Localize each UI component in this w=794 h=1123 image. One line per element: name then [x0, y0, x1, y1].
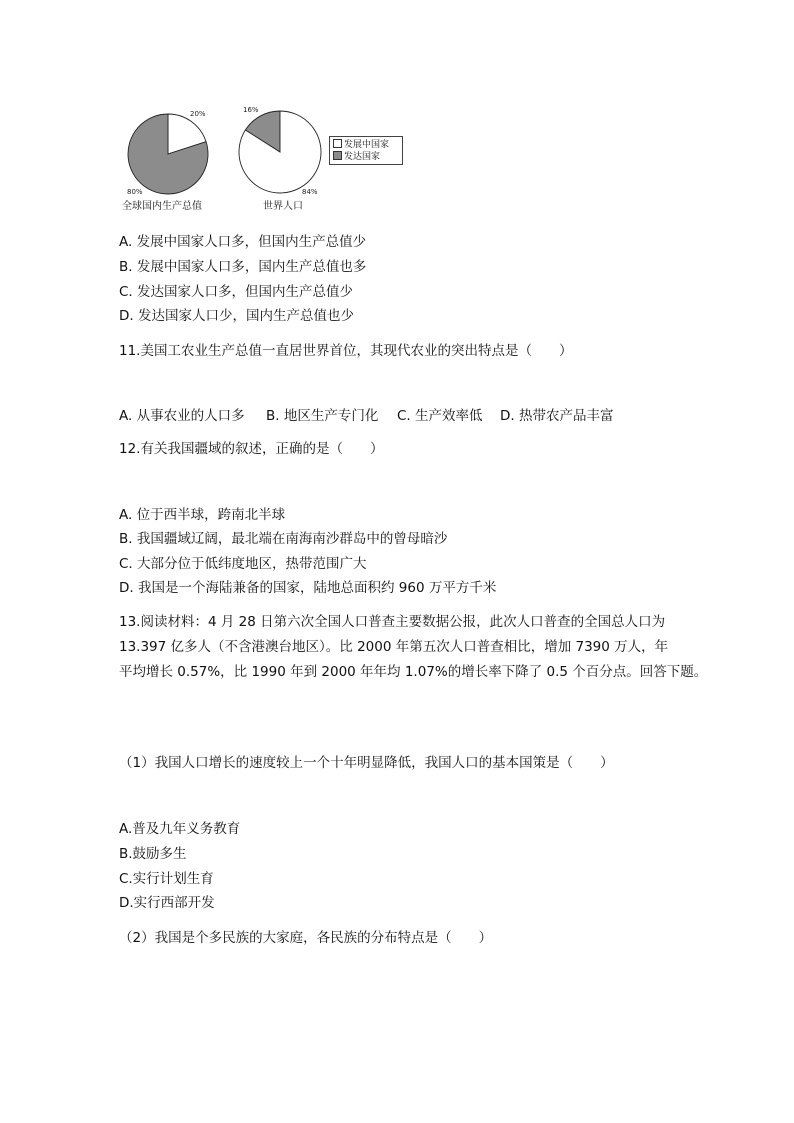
q11-option-b: B. 地区生产专门化 — [266, 408, 379, 424]
q13-sub2-stem: （2）我国是个多民族的大家庭，各民族的分布特点是（ ） — [119, 930, 493, 946]
pie2-label-developing: 84% — [302, 188, 318, 196]
q13-sub1-option-c: C.实行计划生育 — [119, 871, 214, 887]
q13-stem-line-1: 13.阅读材料：4 月 28 日第六次全国人口普查主要数据公报，此次人口普查的全国总人口为 — [119, 614, 666, 630]
q13-stem-line-3: 平均增长 0.57%，比 1990 年到 2000 年年均 1.07%的增长率下降了 0.5 个百分点。回答下题。 — [119, 664, 708, 680]
q10-option-d: D. 发达国家人口少，国内生产总值也少 — [119, 308, 354, 324]
q10-option-a: A. 发展中国家人口多，但国内生产总值少 — [119, 234, 367, 250]
q13-sub1-stem: （1）我国人口增长的速度较上一个十年明显降低，我国人口的基本国策是（ ） — [119, 755, 614, 771]
chart-legend — [329, 136, 403, 165]
pie1-label-developing: 20% — [190, 110, 206, 118]
q12-option-d: D. 我国是一个海陆兼备的国家，陆地总面积约 960 万平方千米 — [119, 580, 497, 596]
legend-swatch-developing — [333, 139, 342, 148]
q12-option-a: A. 位于西半球，跨南北半球 — [119, 507, 286, 523]
q13-sub1-option-a: A.普及九年义务教育 — [119, 821, 241, 837]
q12-option-c: C. 大部分位于低纬度地区，热带范围广大 — [119, 556, 367, 572]
legend-swatch-developed — [333, 151, 342, 160]
q12-stem: 12.有关我国疆域的叙述，正确的是（ ） — [119, 441, 384, 457]
pie2-label-developed: 16% — [243, 106, 259, 114]
q13-sub1-option-b: B.鼓励多生 — [119, 846, 187, 862]
q12-option-b: B. 我国疆域辽阔，最北端在南海南沙群岛中的曾母暗沙 — [119, 531, 448, 547]
legend-item-developed: 发达国家 — [333, 151, 380, 163]
q10-option-c: C. 发达国家人口多，但国内生产总值少 — [119, 284, 354, 300]
q13-sub1-option-d: D.实行西部开发 — [119, 895, 215, 911]
q11-option-c: C. 生产效率低 — [397, 408, 483, 424]
pie2-title: 世界人口 — [263, 201, 303, 212]
q11-option-d: D. 热带农产品丰富 — [500, 408, 614, 424]
q11-stem: 11.美国工农业生产总值一直居世界首位，其现代农业的突出特点是（ ） — [119, 343, 573, 359]
pie1-title: 全球国内生产总值 — [122, 201, 202, 212]
pie1-label-developed: 80% — [127, 188, 143, 196]
q11-option-a: A. 从事农业的人口多 — [119, 408, 245, 424]
q13-stem-line-2: 13.397 亿多人（不含港澳台地区）。比 2000 年第五次人口普查相比，增加 7390 万人，年 — [119, 639, 669, 655]
q10-option-b: B. 发展中国家人口多，国内生产总值也多 — [119, 259, 367, 275]
legend-item-developing: 发展中国家 — [333, 139, 389, 151]
